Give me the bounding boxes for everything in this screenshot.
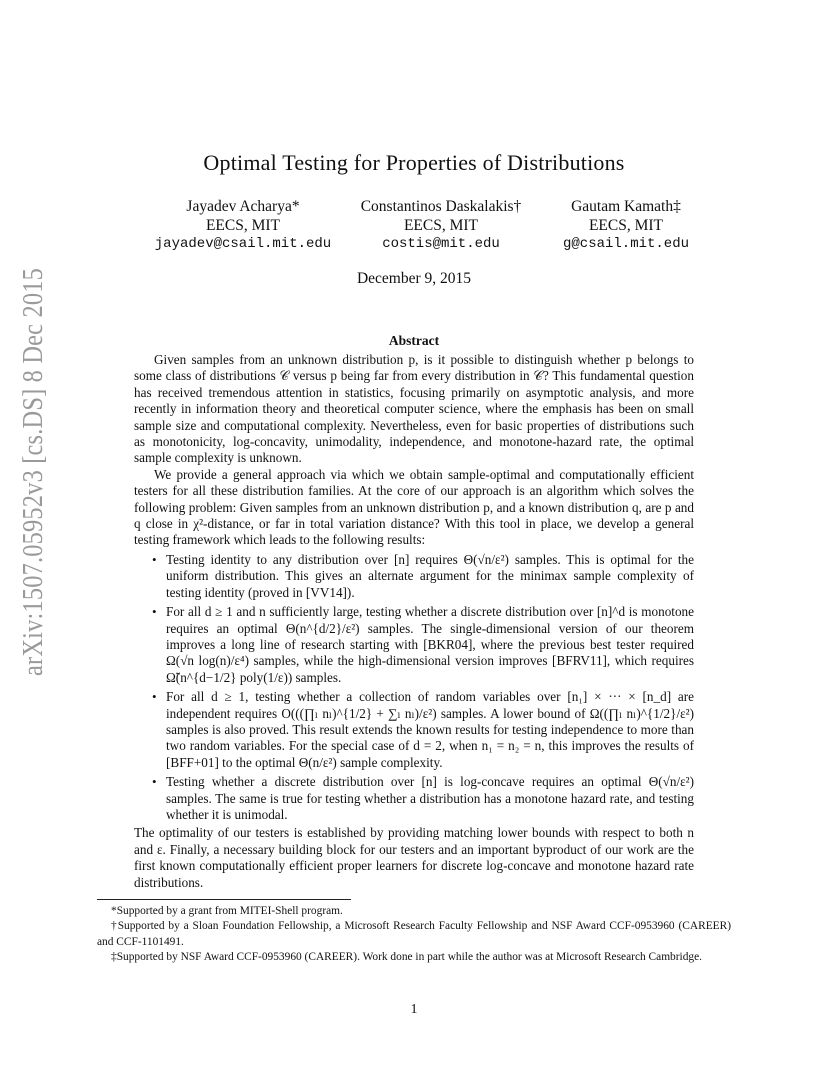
abstract-paragraph: We provide a general approach via which we obtain sample-optimal and computationally efficient testers for all these distribution families. At the core of our approach is an algorithm which solves the following problem: Given samples from an unknown distribution p, and a known distribution q, are p and q close in χ²-distance, or far in total variation distance? With this tool in place, we develop a general testing framework which leads to the following results: xyxy=(134,466,694,548)
abstract-paragraph: The optimality of our testers is established by providing matching lower bounds with respect to both n and ε. Finally, a necessary building block for our testers and an important byproduct of our work are the first known computationally efficient proper learners for discrete log-concave and monotone hazard rate distributions. xyxy=(134,825,694,890)
author-affiliation: EECS, MIT xyxy=(205,217,281,234)
footnotes xyxy=(97,904,731,966)
paper-title: Optimal Testing for Properties of Distributions xyxy=(203,150,625,175)
author-name: Jayadev Acharya* xyxy=(186,198,300,215)
footnote: *Supported by a grant from MITEI-Shell program. xyxy=(111,905,343,917)
author-block-1 xyxy=(148,197,338,254)
author-email[interactable]: g@csail.mit.edu xyxy=(562,236,690,252)
page-number: 1 xyxy=(410,1002,418,1017)
footnote-rule xyxy=(97,899,351,900)
paper-date: December 9, 2015 xyxy=(356,270,472,287)
abstract-body xyxy=(134,352,694,891)
author-name: Constantinos Daskalakis† xyxy=(360,198,522,215)
arxiv-stamp-text: arXiv:1507.05952v3 [cs.DS] 8 Dec 2015 xyxy=(18,266,48,676)
author-email[interactable]: jayadev@csail.mit.edu xyxy=(154,236,332,252)
author-email[interactable]: costis@mit.edu xyxy=(382,236,500,252)
list-item: • For all d ≥ 1 and n sufficiently large, testing whether a discrete distribution over [n]^d is monotone requires an optimal Θ(n^{d/2}/ε²) samples. The single-dimensional version of our theorem improves a long line of research starting with [BKR04], where the previous best tester required Ω(√n log(n)/ε⁴) samples, while the high-dimensional version improves [BFRV11], which requires Ω̃(n^{d−1/2} poly(1/ε)) samples. xyxy=(166,604,694,686)
author-block-3 xyxy=(541,197,711,254)
abstract-paragraph: Given samples from an unknown distribution p, is it possible to distinguish whether p belongs to some class of distributions 𝒞 versus p being far from every distribution in 𝒞? This fundamental question has received tremendous attention in statistics, focusing primarily on asymptotic analysis, and more recently in information theory and theoretical computer science, where the emphasis has been on small sample size and computational complexity. Nevertheless, even for basic properties of distributions such as monotonicity, log-concavity, unimodality, independence, and monotone-hazard rate, the optimal sample complexity is unknown. xyxy=(134,352,694,466)
abstract-heading: Abstract xyxy=(388,333,440,348)
results-list xyxy=(134,552,694,824)
author-affiliation: EECS, MIT xyxy=(403,217,479,234)
author-affiliation: EECS, MIT xyxy=(588,217,664,234)
author-name: Gautam Kamath‡ xyxy=(571,198,681,215)
footnote: †Supported by a Sloan Foundation Fellowship, a Microsoft Research Faculty Fellowship and NSF Award CCF-0953960 (CAREER) and CCF-1101491. xyxy=(97,920,731,948)
author-block-2 xyxy=(346,197,536,254)
list-item: • Testing identity to any distribution over [n] requires Θ(√n/ε²) samples. This is optimal for the uniform distribution. This gives an alternate argument for the minimax sample complexity of testing identity (proved in [VV14]). xyxy=(166,552,694,601)
list-item: • For all d ≥ 1, testing whether a collection of random variables over [n₁] × ··· × [n_d] are independent requires O(((∏ₗ nₗ)^{1/2} + ∑ₗ nₗ)/ε²) samples. A lower bound of Ω((∏ₗ nₗ)^{1/2}/ε²) samples is also proved. This result extends the known results for testing independence to more than two random variables. For the special case of d = 2, when n₁ = n₂ = n, this improves the results of [BFF+01] to the optimal Θ(n/ε²) sample complexity. xyxy=(166,689,694,771)
footnote: ‡Supported by NSF Award CCF-0953960 (CAREER). Work done in part while the author was at Microsoft Research Cambridge. xyxy=(111,951,703,964)
list-item: • Testing whether a discrete distribution over [n] is log-concave requires an optimal Θ(√n/ε²) samples. The same is true for testing whether a distribution has a monotone hazard rate, and testing whether it is unimodal. xyxy=(166,774,694,823)
arxiv-stamp xyxy=(14,266,48,678)
arxiv-stamp-graphic xyxy=(14,266,48,678)
